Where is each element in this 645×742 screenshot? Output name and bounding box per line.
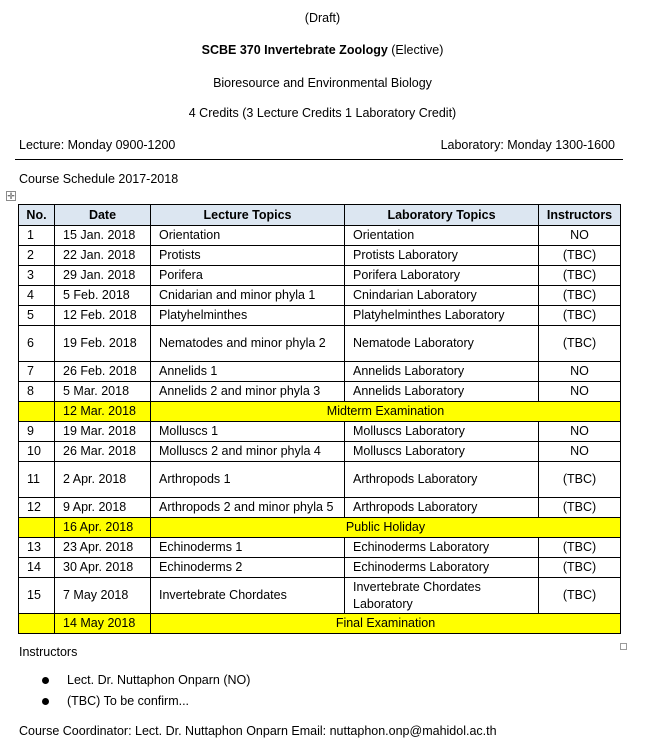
table-row	[19, 558, 621, 578]
instructors-title: Instructors	[19, 645, 78, 659]
cell-lab: Molluscs Laboratory	[345, 442, 539, 462]
cell-no: 9	[19, 422, 55, 442]
cell-date: 23 Apr. 2018	[55, 538, 151, 558]
cell-lecture: Annelids 2 and minor phyla 3	[151, 382, 345, 402]
table-row	[19, 462, 621, 498]
cell-date: 5 Mar. 2018	[55, 382, 151, 402]
col-header-lecture: Lecture Topics	[151, 205, 345, 226]
table-header-row	[19, 205, 621, 226]
cell-event-label: Final Examination	[151, 614, 621, 634]
cell-lecture: Nematodes and minor phyla 2	[151, 326, 345, 362]
cell-lab: Platyhelminthes Laboratory	[345, 306, 539, 326]
cell-instructor: NO	[539, 442, 621, 462]
cell-lecture: Cnidarian and minor phyla 1	[151, 286, 345, 306]
cell-no: 2	[19, 246, 55, 266]
cell-event-label: Midterm Examination	[151, 402, 621, 422]
course-type: (Elective)	[387, 43, 444, 57]
table-row	[19, 382, 621, 402]
cell-instructor: (TBC)	[539, 286, 621, 306]
cell-instructor: (TBC)	[539, 266, 621, 286]
event-row	[19, 402, 621, 422]
cell-lab: Orientation	[345, 226, 539, 246]
cell-no: 12	[19, 498, 55, 518]
credits-info: 4 Credits (3 Lecture Credits 1 Laboratory Credit)	[188, 106, 457, 120]
cell-no: 1	[19, 226, 55, 246]
event-row	[19, 518, 621, 538]
table-row	[19, 266, 621, 286]
course-code-title: SCBE 370 Invertebrate Zoology	[201, 43, 388, 57]
cell-lecture: Protists	[151, 246, 345, 266]
cell-date: 9 Apr. 2018	[55, 498, 151, 518]
bullet-icon	[42, 677, 49, 684]
lecture-time: Lecture: Monday 0900-1200	[19, 138, 176, 152]
cell-event-label: Public Holiday	[151, 518, 621, 538]
cell-date: 7 May 2018	[55, 578, 151, 614]
cell-instructor: NO	[539, 362, 621, 382]
cell-lab: Porifera Laboratory	[345, 266, 539, 286]
cell-instructor: (TBC)	[539, 246, 621, 266]
cell-instructor: (TBC)	[539, 558, 621, 578]
cell-no: 13	[19, 538, 55, 558]
cell-lab: Arthropods Laboratory	[345, 498, 539, 518]
cell-lab: Annelids Laboratory	[345, 382, 539, 402]
table-row	[19, 422, 621, 442]
table-row	[19, 538, 621, 558]
cell-date: 29 Jan. 2018	[55, 266, 151, 286]
cell-lecture: Orientation	[151, 226, 345, 246]
cell-lecture: Echinoderms 2	[151, 558, 345, 578]
cell-instructor: (TBC)	[539, 498, 621, 518]
table-move-handle-icon[interactable]: ✛	[7, 191, 15, 201]
bullet-icon	[42, 698, 49, 705]
cell-lecture: Annelids 1	[151, 362, 345, 382]
cell-lab: Nematode Laboratory	[345, 326, 539, 362]
cell-no: 8	[19, 382, 55, 402]
cell-instructor: NO	[539, 422, 621, 442]
instructor-name: (TBC) To be confirm...	[67, 694, 190, 708]
cell-lecture: Echinoderms 1	[151, 538, 345, 558]
cell-lecture: Arthropods 2 and minor phyla 5	[151, 498, 345, 518]
cell-lab: Echinoderms Laboratory	[345, 558, 539, 578]
cell-date: 12 Mar. 2018	[55, 402, 151, 422]
col-header-date: Date	[55, 205, 151, 226]
schedule-title: Course Schedule 2017-2018	[19, 172, 179, 186]
cell-lab: Cnindarian Laboratory	[345, 286, 539, 306]
list-item	[0, 672, 250, 693]
table-row	[19, 306, 621, 326]
cell-no: 4	[19, 286, 55, 306]
lab-time: Laboratory: Monday 1300-1600	[440, 138, 615, 152]
cell-date: 5 Feb. 2018	[55, 286, 151, 306]
cell-lecture: Arthropods 1	[151, 462, 345, 498]
table-row	[19, 246, 621, 266]
cell-lecture: Porifera	[151, 266, 345, 286]
cell-date: 15 Jan. 2018	[55, 226, 151, 246]
cell-date: 19 Feb. 2018	[55, 326, 151, 362]
cell-instructor: NO	[539, 382, 621, 402]
table-row	[19, 286, 621, 306]
cell-date: 14 May 2018	[55, 614, 151, 634]
cell-no: 11	[19, 462, 55, 498]
cell-lab: Invertebrate Chordates Laboratory	[345, 578, 539, 614]
table-row	[19, 498, 621, 518]
cell-no: 15	[19, 578, 55, 614]
cell-no: 10	[19, 442, 55, 462]
cell-no	[19, 518, 55, 538]
col-header-instructors: Instructors	[539, 205, 621, 226]
table-row	[19, 442, 621, 462]
col-header-no: No.	[19, 205, 55, 226]
cell-instructor: (TBC)	[539, 538, 621, 558]
event-row	[19, 614, 621, 634]
cell-no: 5	[19, 306, 55, 326]
cell-instructor: NO	[539, 226, 621, 246]
table-resize-handle[interactable]	[620, 643, 627, 650]
course-title	[0, 43, 645, 57]
cell-date: 22 Jan. 2018	[55, 246, 151, 266]
cell-lecture: Molluscs 2 and minor phyla 4	[151, 442, 345, 462]
cell-date: 12 Feb. 2018	[55, 306, 151, 326]
instructors-list	[0, 672, 250, 714]
cell-date: 19 Mar. 2018	[55, 422, 151, 442]
cell-no	[19, 614, 55, 634]
cell-lecture: Platyhelminthes	[151, 306, 345, 326]
cell-date: 30 Apr. 2018	[55, 558, 151, 578]
cell-lecture: Invertebrate Chordates	[151, 578, 345, 614]
cell-instructor: (TBC)	[539, 578, 621, 614]
cell-lab: Echinoderms Laboratory	[345, 538, 539, 558]
cell-date: 2 Apr. 2018	[55, 462, 151, 498]
cell-lecture: Molluscs 1	[151, 422, 345, 442]
program-name: Bioresource and Environmental Biology	[213, 76, 432, 90]
table-row	[19, 326, 621, 362]
cell-lab: Protists Laboratory	[345, 246, 539, 266]
table-row	[19, 226, 621, 246]
cell-lab: Annelids Laboratory	[345, 362, 539, 382]
schedule-table	[18, 204, 621, 634]
cell-no	[19, 402, 55, 422]
cell-no: 3	[19, 266, 55, 286]
col-header-lab: Laboratory Topics	[345, 205, 539, 226]
cell-date: 16 Apr. 2018	[55, 518, 151, 538]
cell-no: 6	[19, 326, 55, 362]
cell-date: 26 Feb. 2018	[55, 362, 151, 382]
course-coordinator: Course Coordinator: Lect. Dr. Nuttaphon Onparn Email: nuttaphon.onp@mahidol.ac.th	[19, 724, 497, 738]
cell-no: 14	[19, 558, 55, 578]
draft-label: (Draft)	[304, 11, 341, 25]
cell-instructor: (TBC)	[539, 326, 621, 362]
divider	[15, 159, 623, 160]
cell-no: 7	[19, 362, 55, 382]
cell-lab: Arthropods Laboratory	[345, 462, 539, 498]
table-row	[19, 578, 621, 614]
cell-date: 26 Mar. 2018	[55, 442, 151, 462]
instructor-name: Lect. Dr. Nuttaphon Onparn (NO)	[67, 673, 251, 687]
cell-instructor: (TBC)	[539, 462, 621, 498]
cell-instructor: (TBC)	[539, 306, 621, 326]
cell-lab: Molluscs Laboratory	[345, 422, 539, 442]
table-row	[19, 362, 621, 382]
list-item	[0, 693, 250, 714]
